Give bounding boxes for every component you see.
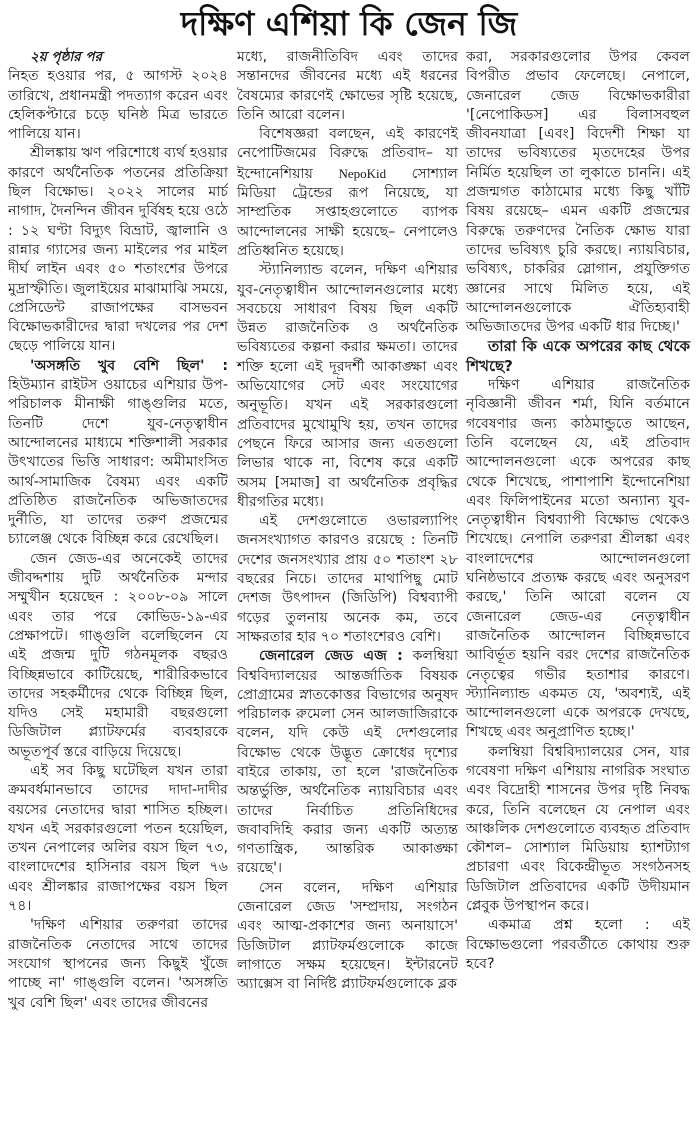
paragraph: জেন জেড-এর অনেকেই তাদের জীবদ্দশায় দুটি অর্থনৈতিক মন্দার সম্মুখীন হয়েছেন : ২০০৮-০৯ সালে এবং তার পরে কোভিড-১৯-এর প্রেক্ষাপটে। গাঙ্গুলি বলেছিলেন যে এই প্রজন্ম দুটি গঠনমূলক বছরও বিচ্ছিন্নভাবে কাটিয়েছে, শারীরিকভাবে তাদের সহকর্মীদের থেকে বিচ্ছিন্ন ছিল, যদিও সেই মহামারী বছরগুলো ডিজিটাল প্ল্যাটফর্মের ব্যবহারকে অভূতপূর্ব স্তরে বাড়িয়ে দিয়েছে। — [8, 550, 228, 760]
article-column-2 — [237, 48, 458, 995]
section-lead: 'অসঙ্গতি খুব বেশি ছিল' : — [30, 357, 228, 374]
paragraph: স্ট্যানিল্যান্ড বলেন, দক্ষিণ এশিয়ার যুব-নেতৃত্বাধীন আন্দোলনগুলোর মধ্যে সবচেয়ে সাধারণ বিষয় ছিল একটি উন্নত রাজনৈতিক ও অর্থনৈতিক ভবিষ্যতের কল্পনা করার ক্ষমতা। তাদের শক্তি হলো এই দূরদর্শী আকাঙ্ক্ষা এবং অভিযোগের সেট এবং সংযোগের অনুভূতি। যখন এই সরকারগুলো প্রতিবাদের মুখোমুখি হয়, তখন তাদের পেছনে ফিরে আসার জন্য এতগুলো লিভার থাকে না, বিশেষ করে একটি অসম [সমাজ] বা অর্থনৈতিক প্রবৃদ্ধির ধীরগতির মধ্যে। — [237, 262, 458, 510]
paragraph: নিহত হওয়ার পর, ৫ আগস্ট ২০২৪ তারিখে, প্রধানমন্ত্রী পদত্যাগ করেন এবং হেলিকপ্টারে চড়ে ঘনিষ্ঠ মিত্র ভারতে পালিয়ে যান। — [8, 68, 228, 143]
paragraph — [237, 647, 458, 879]
article-column-3 — [466, 48, 690, 974]
paragraph: এই দেশগুলোতে ওভারল্যাপিং জনসংখ্যাগত কারণও রয়েছে : তিনটি দেশের জনসংখ্যার প্রায় ৫০ শতাংশ ২৮ বছরের নিচে। তাদের মাথাপিছু মোট দেশজ উৎপাদন (জিডিপি) বিশ্বব্যাপী গড়ের তুলনায় অনেক কম, তবে সাক্ষরতার হার ৭০ শতাংশেরও বেশি। — [237, 513, 458, 645]
continuation-kicker: ২য় পৃষ্ঠার পর — [30, 49, 103, 65]
paragraph-text: কলম্বিয়া বিশ্ববিদ্যালয়ের আন্তর্জাতিক বিষয়ক প্রোগ্রামের স্নাতকোত্তর বিভাগের অনুষদ পরিচালক রুমেলা সেন আলজাজিরাকে বলেন, যদি কেউ এই দেশগুলোর বিক্ষোভ থেকে উদ্ভূত ক্রোধের দৃশ্যের বাইরে তাকায়, তা হলে 'রাজনৈতিক অন্তর্ভুক্তি, অর্থনৈতিক ন্যায়বিচার এবং তাদের নির্বাচিত প্রতিনিধিদের জবাবদিহি করার জন্য একটি অত্যন্ত গণতান্ত্রিক, আন্তরিক আকাঙ্ক্ষা রয়েছে'। — [237, 648, 458, 877]
paragraph: কলম্বিয়া বিশ্ববিদ্যালয়ের সেন, যার গবেষণা দক্ষিণ এশিয়ায় নাগরিক সংঘাত এবং বিদ্রোহী শাসনের উপর দৃষ্টি নিবদ্ধ করে, তিনি বলেছেন যে নেপাল এবং আঞ্চলিক দেশগুলোতে ব্যবহৃত প্রতিবাদ কৌশল– সোশ্যাল মিডিয়ায় হ্যাশট্যাগ প্রচারণা এবং বিকেন্দ্রীভূত সংগঠনসহ ডিজিটাল প্রতিবাদের একটি উদীয়মান প্লেবুক উপস্থাপন করে। — [466, 743, 690, 915]
paragraph-text: হিউম্যান রাইটস ওয়াচের এশিয়ার উপ-পরিচালক মীনাক্ষী গাঙ্গুলির মতে, তিনটি দেশে যুব-নেতৃত্বাধীন আন্দোলনের মাধ্যমে শক্তিশালী সরকার উৎখাতের ভিত্তি সাধারণ: অমীমাংসিত আর্থ-সামাজিক বৈষম্য এবং একটি প্রতিষ্ঠিত রাজনৈতিক অভিজাতদের দুর্নীতি, যা তাদের তরুণ প্রজন্মের চ্যালেঞ্জ থেকে বিচ্ছিন্ন করে রেখেছিল। — [8, 377, 228, 548]
article-column-1 — [8, 48, 228, 1013]
paragraph: দক্ষিণ এশিয়ার রাজনৈতিক নৃবিজ্ঞানী জীবন শর্মা, যিনি বর্তমানে গবেষণার জন্য কাঠমান্ডুতে আছেন, তিনি বলেছেন যে, এই প্রতিবাদ আন্দোলনগুলো একে অপরের কাছ থেকে শিখেছে, পাশাপাশি ইন্দোনেশিয়া এবং ফিলিপাইনের মতো অন্যান্য যুব-নেতৃত্বাধীন বিশ্বব্যাপী বিক্ষোভ থেকেও শিখেছে। নেপালি তরুণরা শ্রীলঙ্কা এবং বাংলাদেশের আন্দোলনগুলো ঘনিষ্ঠভাবে প্রত্যক্ষ করছে এবং অনুসরণ করছে,' তিনি আরো বলেন যে জেনারেল জেড-এর নেতৃত্বাধীন রাজনৈতিক আন্দোলন বিচ্ছিন্নভাবে আবির্ভূত হয়নি বরং দেশের রাজনৈতিক নেতৃত্বের গভীর হতাশার কারণে। স্ট্যানিল্যান্ড একমত যে, 'অবশ্যই, এই আন্দোলনগুলো একে অপরকে দেখছে, শিখছে এবং অনুপ্রাণিত হচ্ছে।' — [466, 377, 690, 741]
paragraph: 'দক্ষিণ এশিয়ার তরুণরা তাদের রাজনৈতিক নেতাদের সাথে তাদের সংযোগ স্থাপনের জন্য কিছুই খুঁজে পাচ্ছে না' গাঙ্গুলি বলেন। 'অসঙ্গতি খুব বেশি ছিল' এবং তাদের জীবনের — [8, 917, 228, 1011]
hashtag-term: NepoKid — [338, 165, 387, 181]
paragraph-text: বিশেষজ্ঞরা বলছেন, এই কারণেই নেপোটিজমের বিরুদ্ধে প্রতিবাদ– যা ইন্দোনেশিয়ায় — [237, 126, 458, 182]
section-lead: জেনারেল জেড এজ : — [259, 648, 403, 665]
paragraph: করা, সরকারগুলোর উপর কেবল বিপরীত প্রভাব ফেলেছে। নেপালে, জেনারেল জেড বিক্ষোভকারীরা '[নেপোকিডস] এর বিলাসবহুল জীবনযাত্রা [এবং] বিদেশী শিক্ষা যা তাদের ভবিষ্যতের মৃতদেহের উপর নির্মিত হয়েছিল তা লুকাতে চাননি। এই প্রজন্মগত কাঠামোর মধ্যে কিছু খাঁটি বিষয় রয়েছে– এমন একটি প্রজন্মের বিরুদ্ধে তরুণদের নৈতিক ক্ষোভ যারা তাদের ভবিষ্যৎ চুরি করছে। ন্যায়বিচার, ভবিষ্যৎ, চাকরির স্লোগান, প্রযুক্তিগত জ্ঞানের সাথে মিলিত হয়ে, এই আন্দোলনগুলোকে ঐতিহ্যবাহী অভিজাতদের উপর একটি ধার দিচ্ছে।' — [466, 49, 690, 336]
paragraph: এই সব কিছু ঘটেছিল যখন তারা ক্রমবর্ধমানভাবে তাদের দাদা-দাদীর বয়সের নেতাদের দ্বারা শাসিত হচ্ছিল। যখন এই সরকারগুলো পতন হয়েছিল, তখন নেপালের অলির বয়স ছিল ৭৩, বাংলাদেশের হাসিনার বয়স ছিল ৭৬ এবং শ্রীলঙ্কার রাজাপক্ষের বয়স ছিল ৭৪। — [8, 762, 228, 915]
subheading: তারা কি একে অপরের কাছ থেকে শিখছে? — [466, 337, 690, 375]
paragraph: শ্রীলঙ্কায় ঋণ পরিশোধে ব্যর্থ হওয়ার কারণে অর্থনৈতিক পতনের প্রতিক্রিয়া ছিল বিক্ষোভ। ২০২২ সালের মার্চ নাগাদ, দৈনন্দিন জীবন দুর্বিষহ হয়ে ওঠে : ১২ ঘণ্টা বিদ্যুৎ বিভ্রাট, জ্বালানি ও রান্নার গ্যাসের জন্য মাইলের পর মাইল দীর্ঘ লাইন এবং ৫০ শতাংশের উপরে মুদ্রাস্ফীতি। জুলাইয়ের মাঝামাঝি সময়ে, প্রেসিডেন্ট রাজাপক্ষের বাসভবন বিক্ষোভকারীদের দ্বারা দখলের পর দেশ ছেড়ে পালিয়ে যান। — [8, 145, 228, 355]
paragraph — [8, 357, 228, 550]
paragraph — [237, 125, 458, 261]
paragraph-text: সোশ্যাল মিডিয়া ট্রেন্ডের রূপ নিয়েছে, যা সাম্প্রতিক সপ্তাহগুলোতে ব্যাপক আন্দোলনের সাক্ষী হয়েছে– নেপালেও প্রতিধ্বনিত হয়েছে। — [237, 165, 459, 259]
headline: দক্ষিণ এশিয়া কি জেন জি — [180, 4, 518, 43]
paragraph: মধ্যে, রাজনীতিবিদ এবং তাদের সন্তানদের জীবনের মধ্যে এই ধরনের বৈষম্যের কারণেই ক্ষোভের সৃষ্টি হয়েছে, তিনি আরো বলেন। — [237, 49, 458, 123]
paragraph: একমাত্র প্রশ্ন হলো : এই বিক্ষোভগুলো পরবর্তীতে কোথায় শুরু হবে? — [466, 917, 690, 972]
paragraph: সেন বলেন, দক্ষিণ এশিয়ার জেনারেল জেড 'সম্প্রদায়, সংগঠন এবং আত্ম-প্রকাশের জন্য অনায়াসে' ডিজিটাল প্ল্যাটফর্মগুলোকে কাজে লাগাতে সক্ষম হয়েছেন। ইন্টারনেট অ্যাক্সেস বা নির্দিষ্ট প্ল্যাটফর্মগুলোকে ব্লক — [237, 879, 458, 993]
